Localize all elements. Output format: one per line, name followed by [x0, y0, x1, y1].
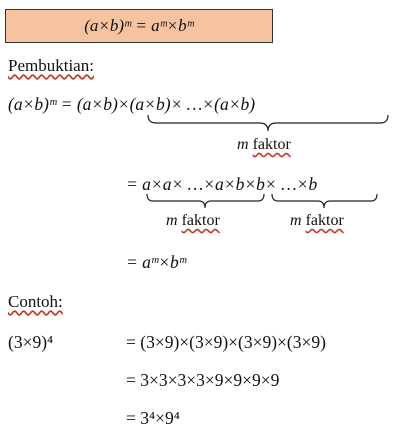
- example-line1: = (3×9)×(3×9)×(3×9)×(3×9): [126, 332, 326, 352]
- proof-line1-rhs: (a×b)×(a×b)× …×(a×b): [76, 94, 256, 114]
- example-lhs: (3×9)⁴: [8, 332, 54, 352]
- brace-2-label: [166, 212, 220, 230]
- example-heading: Contoh:: [8, 292, 63, 311]
- formula-title: (a×b)ᵐ = aᵐ×bᵐ: [84, 16, 194, 35]
- proof-line2: = a×a× …×a×b×b× …×b: [126, 174, 318, 194]
- brace-2-var: m: [166, 212, 178, 229]
- proof-line1: [8, 94, 255, 115]
- brace-1-label: [237, 136, 291, 154]
- brace-1: [147, 115, 390, 137]
- brace-3-label: [290, 212, 344, 230]
- formula-title-box: [5, 9, 273, 43]
- brace-1-var: m: [237, 136, 249, 153]
- example-line3: = 3⁴×9⁴: [126, 408, 180, 428]
- proof-heading: Pembuktian:: [8, 56, 94, 75]
- brace-2-word: faktor: [181, 212, 220, 229]
- brace-3-word: faktor: [305, 212, 344, 229]
- example-line2: = 3×3×3×3×9×9×9×9: [126, 370, 280, 390]
- brace-3-var: m: [290, 212, 302, 229]
- proof-line1-lhs: (a×b)ᵐ =: [8, 94, 77, 114]
- proof-line3: = aᵐ×bᵐ: [126, 252, 187, 272]
- brace-3: [271, 194, 381, 214]
- brace-1-word: faktor: [252, 136, 291, 153]
- brace-2: [146, 194, 267, 214]
